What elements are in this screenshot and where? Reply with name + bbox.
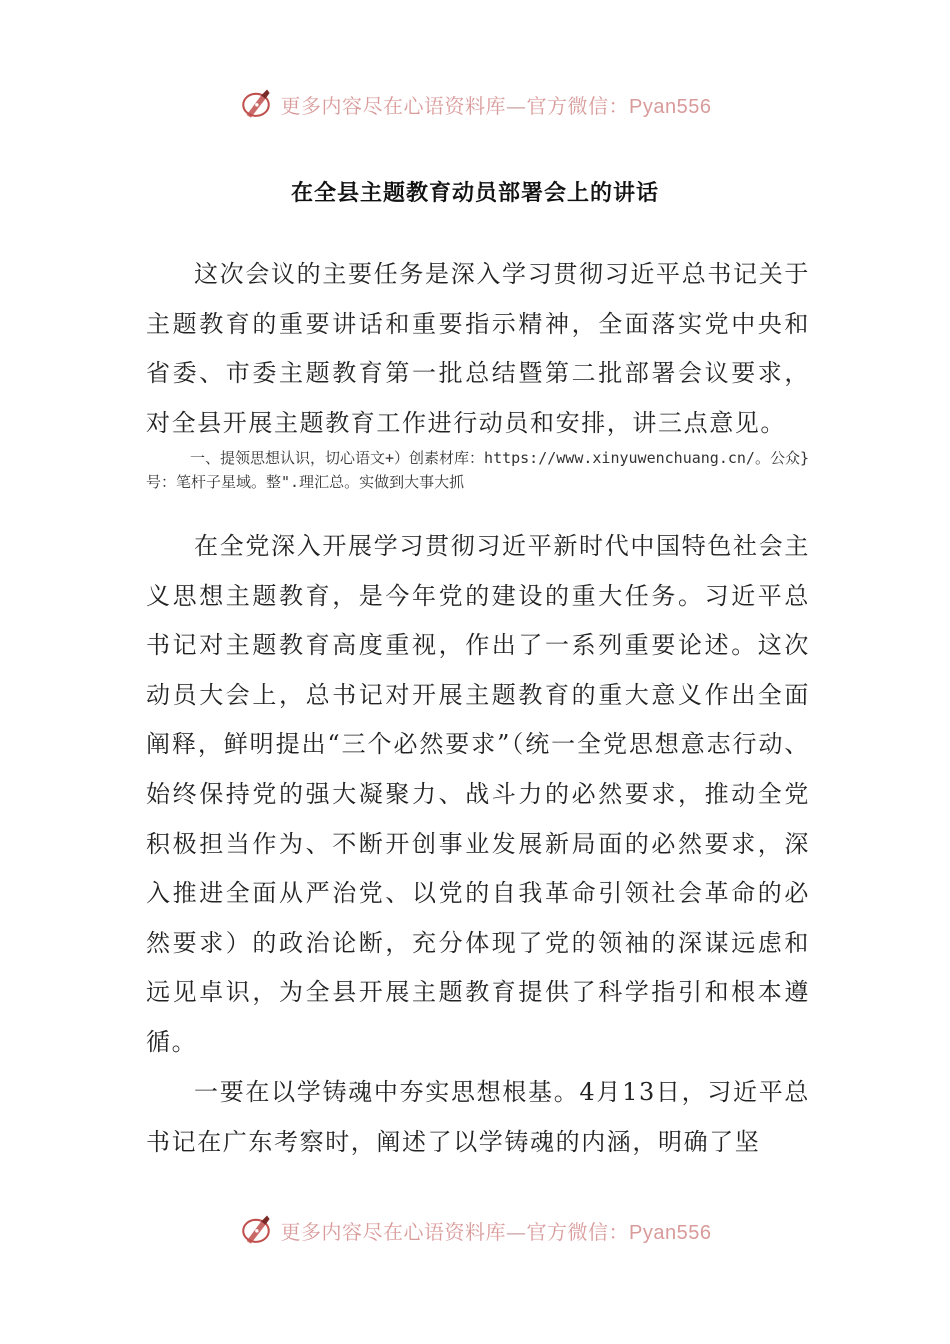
- watermark-text: [281, 1216, 712, 1245]
- watermark-account: Pyan556: [629, 1221, 712, 1244]
- pen-nib-logo-icon: [239, 87, 273, 121]
- section-heading-note: [146, 446, 814, 494]
- document-title: 在全县主题教育动员部署会上的讲话: [290, 180, 659, 206]
- watermark-account: Pyan556: [629, 95, 712, 118]
- watermark-suffix: 官方微信：: [526, 93, 630, 118]
- section-heading-text: 一、提领思想认识，切心语文+）创素材库：https://www.xinyuwenchuang.cn/。公众}号：笔杆子星域。整".理汇总。实做到大事大抓: [146, 449, 809, 491]
- watermark-brand: 更多内容尽在心语资料库: [280, 93, 507, 118]
- header-watermark: [0, 82, 950, 126]
- body-paragraph-2: 在全党深入开展学习贯彻习近平新时代中国特色社会主义思想主题教育，是今年党的建设的重大任务。习近平总书记对主题教育高度重视，作出了一系列重要论述。这次动员大会上，总书记对开展主题教育的重大意义作出全面阐释，鲜明提出“三个必然要求”（统一全党思想意志行动、始终保持党的强大凝聚力、战斗力的必然要求，推动全党积极担当作为、不断开创事业发展新局面的必然要求，深入推进全面从严治党、以党的自我革命引领社会革命的必然要求）的政治论断，充分体现了党的领袖的深谋远虑和远见卓识，为全县开展主题教育提供了科学指引和根本遵循。: [146, 532, 810, 1056]
- footer-watermark: [0, 1208, 950, 1252]
- watermark-brand: 更多内容尽在心语资料库: [280, 1219, 507, 1244]
- pen-nib-logo-icon: [239, 1213, 273, 1247]
- watermark-text: [281, 90, 712, 119]
- watermark-suffix: 官方微信：: [526, 1219, 630, 1244]
- body-paragraph-1: 这次会议的主要任务是深入学习贯彻习近平总书记关于主题教育的重要讲话和重要指示精神，全面落实党中央和省委、市委主题教育第一批总结暨第二批部署会议要求，对全县开展主题教育工作进行动员和安排，讲三点意见。: [146, 260, 810, 437]
- watermark-dash: —: [506, 93, 527, 118]
- body-paragraph-3: 一要在以学铸魂中夯实思想根基。4月13日，习近平总书记在广东考察时，阐述了以学铸魂的内涵，明确了坚: [146, 1078, 810, 1156]
- watermark-dash: —: [506, 1219, 527, 1244]
